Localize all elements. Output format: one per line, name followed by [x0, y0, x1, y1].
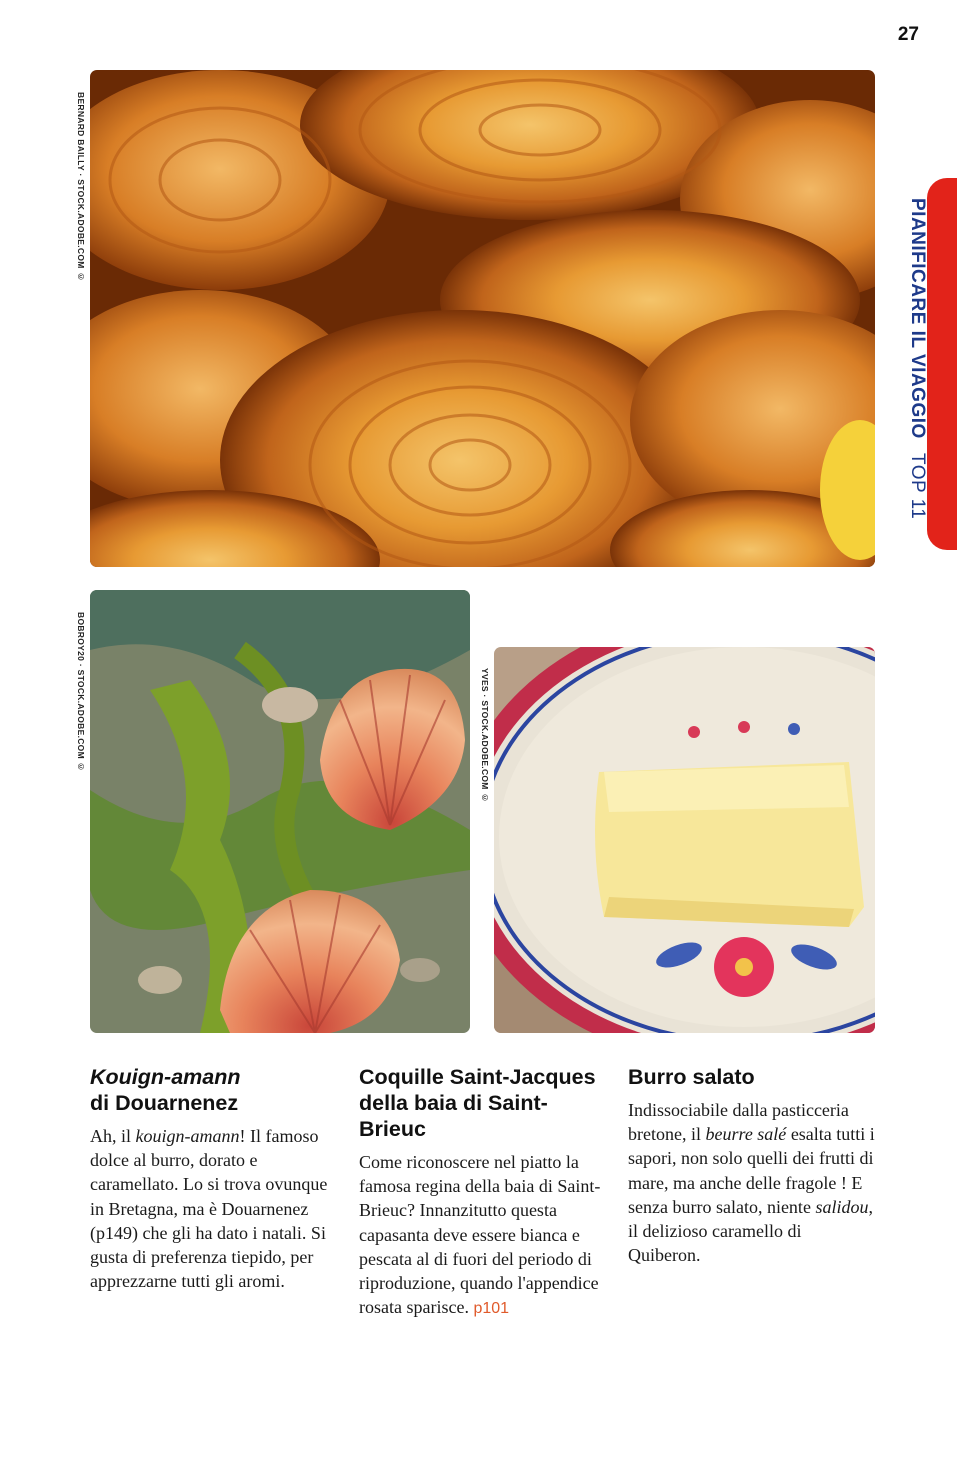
photo-credit-left: BOBROY20 · STOCK.ADOBE.COM © [76, 612, 86, 772]
body-run: ! Il famoso dolce al burro, dorato e caramellato. Lo si trova ovunque in Bretagna, ma è Douarnenez (p149) che gli ha dato i natali. Si gusta di preferenza tiepido, per apprezzarne tutti gli aromi. [90, 1126, 328, 1292]
page-reference-link[interactable]: p101 [473, 1300, 510, 1318]
article-title [90, 1064, 332, 1116]
section-subtitle: TOP 11 [907, 452, 928, 519]
photo-credit-right: YVES · STOCK.ADOBE.COM © [480, 668, 490, 803]
body-text: Come riconoscere nel piatto la famosa regina della baia di Saint-Brieuc? Innanzitutto questa capasanta deve essere bianca e pescata al di fuori del periodo di riproduzione, quando l'appendice rosata sparisce. [359, 1152, 601, 1318]
body-run: Indissociabile dalla pasticceria bretone, il [628, 1100, 849, 1145]
body-run: , il delizioso caramello di Quiberon. [628, 1196, 873, 1266]
page-number: 27 [897, 24, 919, 45]
photo-butter [494, 647, 875, 1033]
photo-scallops [90, 590, 470, 1033]
article-kouign-amann [90, 1064, 332, 1293]
article-body [628, 1098, 878, 1267]
article-title-rest: di Douarnenez [90, 1091, 239, 1115]
article-coquille-saint-jacques [359, 1064, 609, 1321]
section-tab [927, 178, 957, 550]
photo-kouign-amann [90, 70, 875, 567]
article-body [90, 1124, 332, 1293]
body-run-italic: salidou [815, 1196, 869, 1217]
body-run-italic: kouign-amann [135, 1126, 240, 1146]
body-run: Ah, il [90, 1126, 136, 1146]
body-run-italic: beurre salé [705, 1124, 787, 1145]
section-label [906, 198, 928, 519]
article-title: Coquille Saint-Jacques della baia di Saint-Brieuc [359, 1065, 596, 1141]
body-run: esalta tutti i sapori, non solo quelli dei frutti di mare, ma anche delle fragole ! E senza burro salato, niente [628, 1124, 875, 1217]
article-body [359, 1150, 609, 1321]
article-burro-salato [628, 1064, 878, 1267]
article-title-italic: Kouign-amann [90, 1065, 241, 1089]
section-title: PIANIFICARE IL VIAGGIO [907, 198, 928, 439]
photo-credit-top: BERNARD BAILLY · STOCK.ADOBE.COM © [76, 92, 86, 282]
article-title: Burro salato [628, 1065, 755, 1089]
